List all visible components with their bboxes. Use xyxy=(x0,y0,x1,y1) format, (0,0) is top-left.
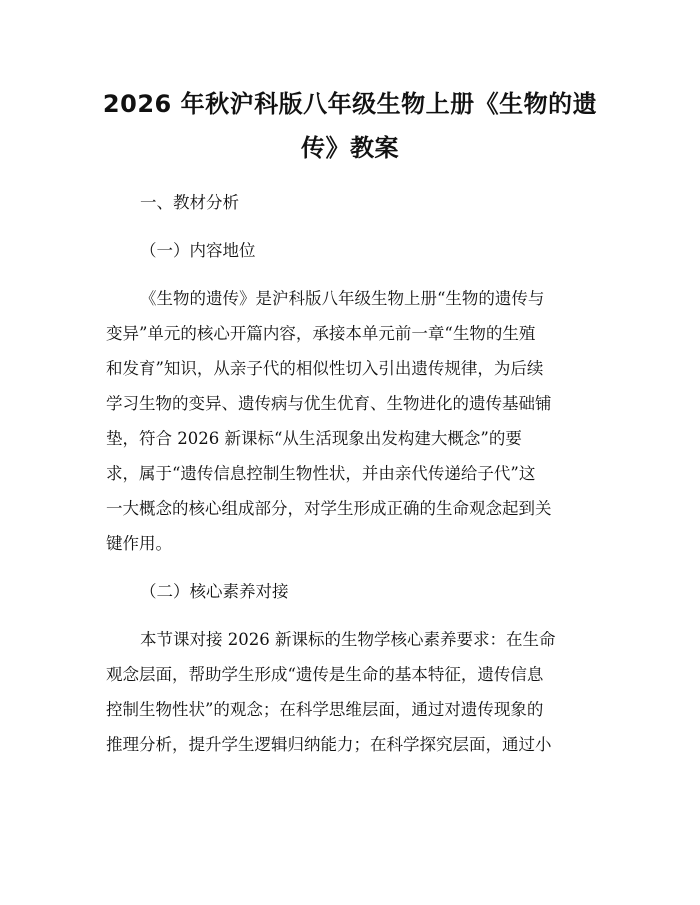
paragraph-line: 求，属于“遗传信息控制生物性状，并由亲代传递给子代”这 xyxy=(106,464,536,483)
paragraph-line: 学习生物的变异、遗传病与优生优育、生物进化的遗传基础铺 xyxy=(106,394,552,413)
subsection-heading-content-position: （一）内容地位 xyxy=(140,241,256,260)
subsection-heading-core-literacy: （二）核心素养对接 xyxy=(140,582,289,601)
paragraph-line: 《生物的遗传》是沪科版八年级生物上册“生物的遗传与 xyxy=(140,289,545,308)
paragraph-line: 一大概念的核心组成部分，对学生形成正确的生命观念起到关 xyxy=(106,499,552,518)
document-title-line-2: 传》教案 xyxy=(301,134,399,162)
paragraph-line: 推理分析，提升学生逻辑归纳能力；在科学探究层面，通过小 xyxy=(106,735,552,754)
paragraph-line: 控制生物性状”的观念；在科学思维层面，通过对遗传现象的 xyxy=(106,700,544,719)
section-heading-textbook-analysis: 一、教材分析 xyxy=(140,193,239,212)
paragraph-line: 观念层面，帮助学生形成“遗传是生命的基本特征，遗传信息 xyxy=(106,665,544,684)
paragraph-line: 键作用。 xyxy=(106,534,172,553)
paragraph-line: 变异”单元的核心开篇内容，承接本单元前一章“生物的生殖 xyxy=(106,324,536,343)
paragraph-line: 垫，符合 2026 新课标“从生活现象出发构建大概念”的要 xyxy=(106,429,522,448)
document-title-line-1: 2026 年秋沪科版八年级生物上册《生物的遗 xyxy=(102,90,598,118)
paragraph-line: 本节课对接 2026 新课标的生物学核心素养要求：在生命 xyxy=(140,630,556,649)
paragraph-line: 和发育”知识，从亲子代的相似性切入引出遗传规律，为后续 xyxy=(106,359,544,378)
